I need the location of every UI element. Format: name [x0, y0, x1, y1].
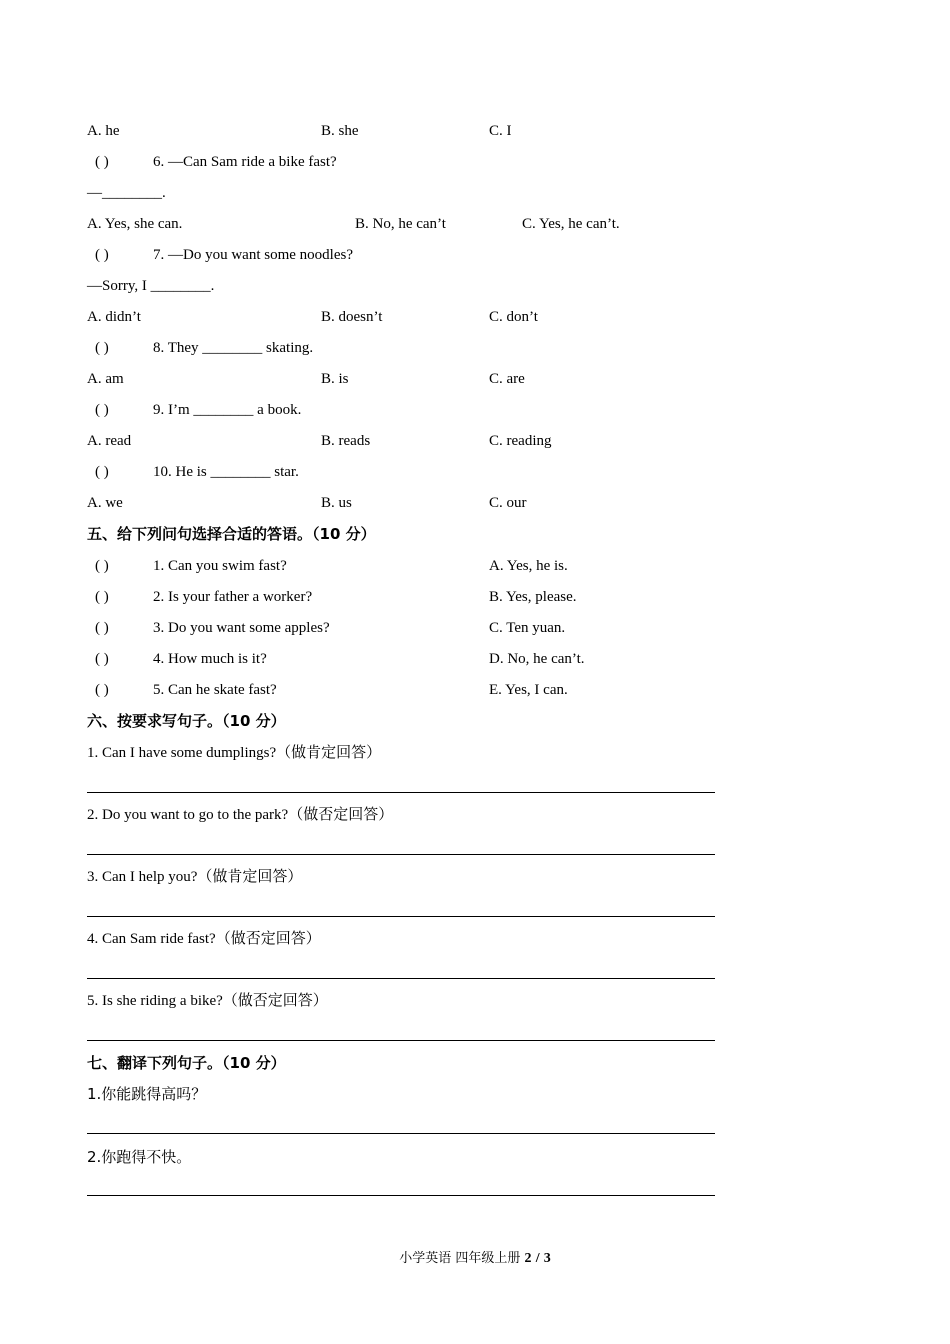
q8-stem: 8. They ________ skating.	[153, 340, 314, 356]
footer-separator: /	[535, 1251, 540, 1266]
part5-item-2-answer: B. Yes, please.	[489, 589, 577, 605]
q6-stem: 6. —Can Sam ride a bike fast?	[153, 154, 337, 170]
part6-item-2-answer-line[interactable]	[87, 854, 715, 855]
q7-answer-blank[interactable]: ( )	[95, 247, 109, 263]
page-footer	[0, 1247, 950, 1267]
part5-item-3-question: 3. Do you want some apples?	[153, 620, 330, 636]
part5-item-4-answer: D. No, he can’t.	[489, 651, 585, 667]
part6-item-4: 4. Can Sam ride fast?（做否定回答）	[87, 931, 321, 947]
part6-heading: 六、按要求写句子。（10 分）	[87, 712, 286, 730]
q6-answer-line: —________.	[87, 185, 166, 201]
part5-item-1-question: 1. Can you swim fast?	[153, 558, 287, 574]
part6-item-1: 1. Can I have some dumplings?（做肯定回答）	[87, 745, 382, 761]
part5-item-4-blank[interactable]: ( )	[95, 651, 109, 667]
part5-item-5-answer: E. Yes, I can.	[489, 682, 568, 698]
part5-heading: 五、给下列问句选择合适的答语。（10 分）	[87, 525, 376, 543]
part7-item-1: 1.你能跳得高吗？	[87, 1085, 207, 1103]
q7-option-c: C. don’t	[489, 309, 538, 325]
part5-item-1-answer: A. Yes, he is.	[489, 558, 568, 574]
q8-option-c: C. are	[489, 371, 525, 387]
part7-heading: 七、翻译下列句子。（10 分）	[87, 1054, 286, 1072]
q5-option-a: A. he	[87, 123, 120, 139]
footer-label: 小学英语 四年级上册	[399, 1251, 521, 1266]
q10-stem: 10. He is ________ star.	[153, 464, 299, 480]
part6-item-5-answer-line[interactable]	[87, 1040, 715, 1041]
part5-item-5-blank[interactable]: ( )	[95, 682, 109, 698]
q9-option-c: C. reading	[489, 433, 552, 449]
part6-item-1-answer-line[interactable]	[87, 792, 715, 793]
part7-item-2: 2.你跑得不快。	[87, 1148, 192, 1166]
q7-stem: 7. —Do you want some noodles?	[153, 247, 353, 263]
part6-item-2: 2. Do you want to go to the park?（做否定回答）	[87, 807, 394, 823]
footer-page-number: 2	[524, 1251, 532, 1266]
q10-option-c: C. our	[489, 495, 527, 511]
part6-item-4-answer-line[interactable]	[87, 978, 715, 979]
part5-item-3-answer: C. Ten yuan.	[489, 620, 566, 636]
q6-option-b: B. No, he can’t	[355, 216, 446, 232]
part6-item-3: 3. Can I help you?（做肯定回答）	[87, 869, 303, 885]
q6-option-c: C. Yes, he can’t.	[522, 216, 620, 232]
part5-item-1-blank[interactable]: ( )	[95, 558, 109, 574]
q10-answer-blank[interactable]: ( )	[95, 464, 109, 480]
part7-item-1-answer-line[interactable]	[87, 1133, 715, 1134]
q9-option-b: B. reads	[321, 433, 371, 449]
part5-item-4-question: 4. How much is it?	[153, 651, 267, 667]
q9-answer-blank[interactable]: ( )	[95, 402, 109, 418]
q7-option-a: A. didn’t	[87, 309, 141, 325]
part6-item-5: 5. Is she riding a bike?（做否定回答）	[87, 993, 328, 1009]
part5-item-2-question: 2. Is your father a worker?	[153, 589, 313, 605]
q6-answer-blank[interactable]: ( )	[95, 154, 109, 170]
q5-option-c: C. I	[489, 123, 512, 139]
q10-option-a: A. we	[87, 495, 123, 511]
q6-option-a: A. Yes, she can.	[87, 216, 183, 232]
q10-option-b: B. us	[321, 495, 352, 511]
q7-answer-line: —Sorry, I ________.	[87, 278, 215, 294]
part5-item-2-blank[interactable]: ( )	[95, 589, 109, 605]
part7-item-2-answer-line[interactable]	[87, 1195, 715, 1196]
q8-option-a: A. am	[87, 371, 124, 387]
footer-page-total: 3	[543, 1251, 551, 1266]
part6-item-3-answer-line[interactable]	[87, 916, 715, 917]
q9-stem: 9. I’m ________ a book.	[153, 402, 302, 418]
q8-answer-blank[interactable]: ( )	[95, 340, 109, 356]
q7-option-b: B. doesn’t	[321, 309, 383, 325]
q8-option-b: B. is	[321, 371, 349, 387]
q5-option-b: B. she	[321, 123, 359, 139]
part5-item-5-question: 5. Can he skate fast?	[153, 682, 277, 698]
part5-item-3-blank[interactable]: ( )	[95, 620, 109, 636]
q9-option-a: A. read	[87, 433, 132, 449]
